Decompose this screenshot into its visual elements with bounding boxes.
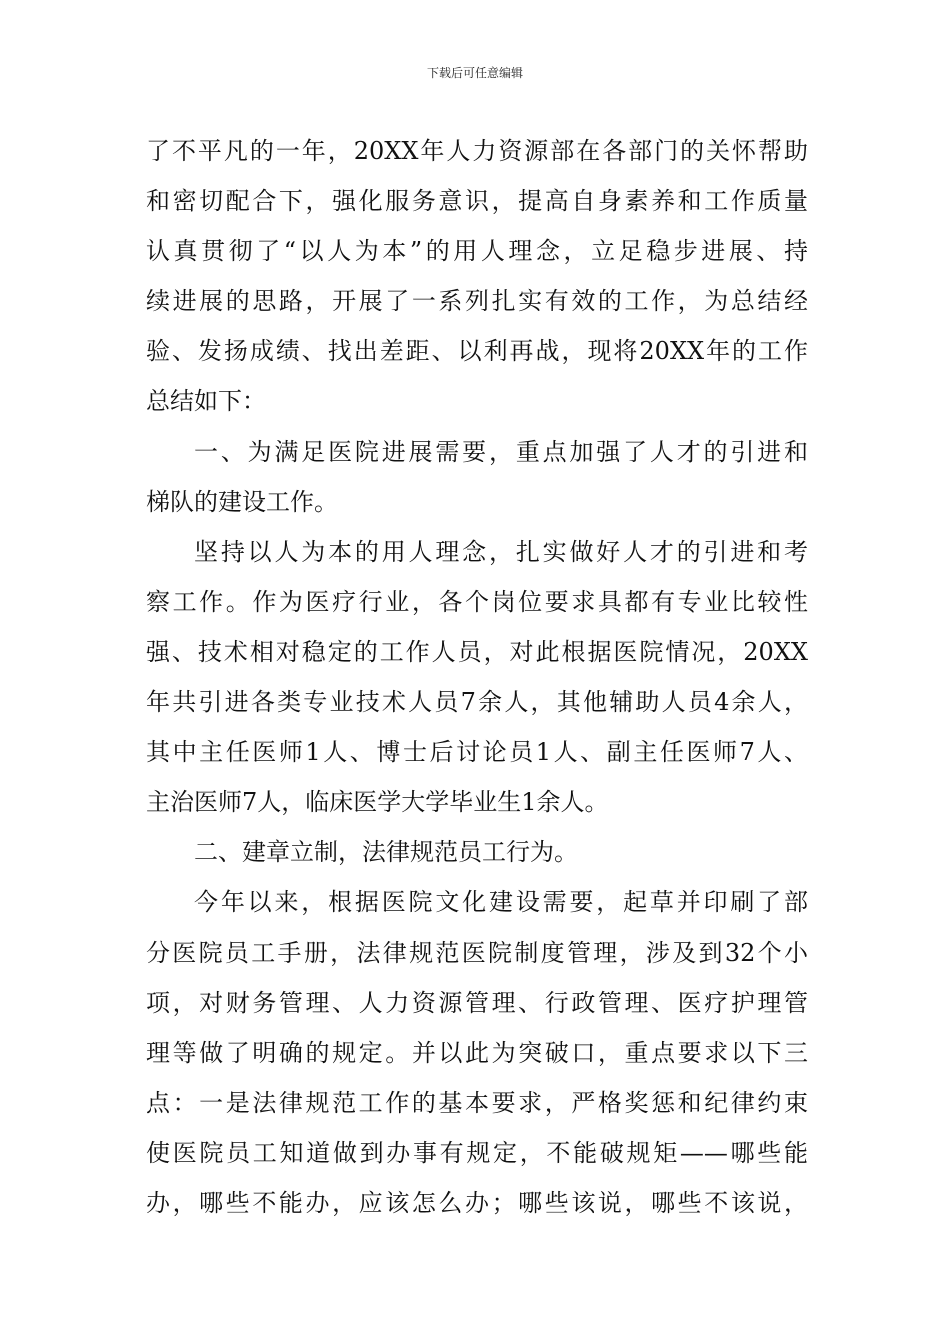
text-line: 分医院员工手册，法律规范医院制度管理，涉及到32个小 [146, 938, 808, 967]
text-line: 年共引进各类专业技术人员7余人，其他辅助人员4余人， [146, 688, 808, 717]
text-line: 梯队的建设工作。 [146, 487, 338, 516]
text-line: 今年以来，根据医院文化建设需要，起草并印刷了部 [194, 888, 808, 917]
text-line: 使医院员工知道做到办事有规定，不能破规矩——哪些能 [146, 1138, 808, 1167]
text-line: 认真贯彻了“以人为本”的用人理念，立足稳步进展、持 [146, 237, 808, 266]
text-line: 坚持以人为本的用人理念，扎实做好人才的引进和考 [194, 537, 808, 566]
text-line: 察工作。作为医疗行业，各个岗位要求具都有专业比较性 [146, 587, 808, 616]
text-line: 其中主任医师1人、博士后讨论员1人、副主任医师7人、 [146, 738, 808, 767]
text-line: 验、发扬成绩、找出差距、以利再战，现将20XX年的工作 [146, 337, 808, 366]
page-header: 下载后可任意编辑 [426, 66, 523, 80]
text-line: 续进展的思路，开展了一系列扎实有效的工作，为总结经 [146, 287, 808, 316]
text-line: 了不平凡的一年，20XX年人力资源部在各部门的关怀帮助 [146, 137, 808, 165]
document-body [146, 126, 808, 1228]
text-line: 办，哪些不能办，应该怎么办；哪些该说，哪些不该说， [146, 1188, 808, 1217]
text-line: 强、技术相对稳定的工作人员，对此根据医院情况，20XX [146, 637, 808, 666]
text-line: 总结如下： [146, 387, 266, 416]
text-line: 和密切配合下，强化服务意识，提高自身素养和工作质量 [146, 187, 808, 216]
text-line: 一、为满足医院进展需要，重点加强了人才的引进和 [194, 437, 808, 466]
text-line: 主治医师7人，临床医学大学毕业生1余人。 [146, 788, 609, 817]
text-line: 二、建章立制，法律规范员工行为。 [194, 838, 578, 867]
text-line: 点：一是法律规范工作的基本要求，严格奖惩和纪律约束 [146, 1088, 808, 1117]
text-line: 项，对财务管理、人力资源管理、行政管理、医疗护理管 [146, 988, 808, 1017]
text-line: 理等做了明确的规定。并以此为突破口，重点要求以下三 [146, 1038, 808, 1067]
